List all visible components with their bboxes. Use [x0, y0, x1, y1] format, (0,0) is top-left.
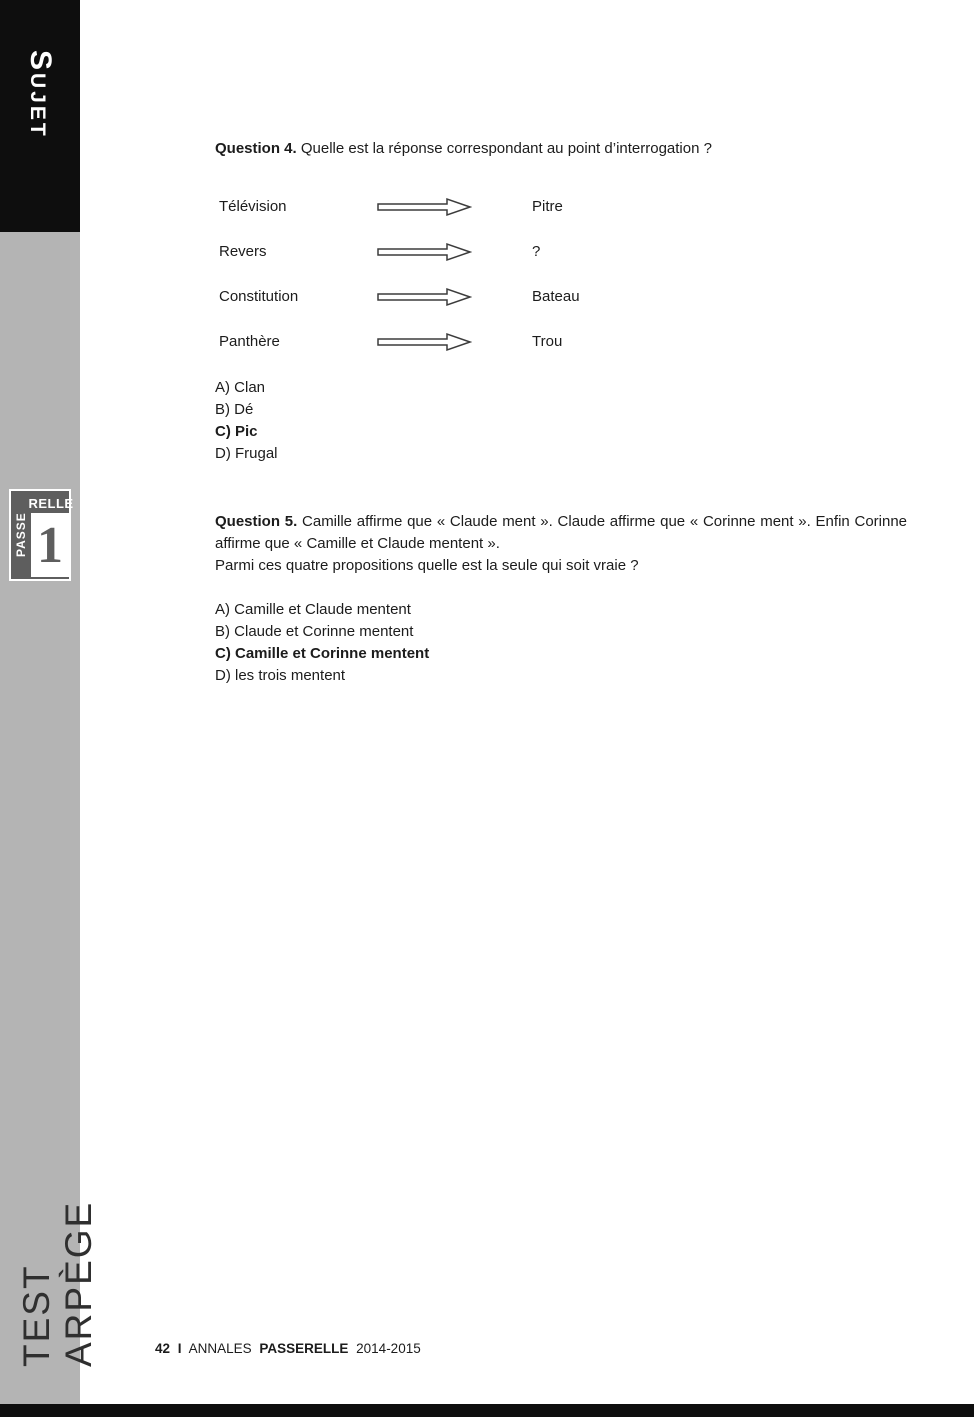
question5-heading	[215, 511, 907, 555]
question5-text-line2: Parmi ces quatre propositions quelle est la seule qui soit vraie ?	[215, 557, 639, 574]
matching-row	[215, 184, 907, 229]
left-sidebar	[0, 0, 99, 1417]
matching-row	[215, 229, 907, 274]
arrow-icon	[377, 241, 532, 263]
choice-c-answer: C) Camille et Corinne mentent	[215, 645, 430, 662]
arrow-icon	[377, 286, 532, 308]
footer-year: 2014-2015	[356, 1341, 421, 1356]
choice-c-answer: C) Pic	[215, 423, 258, 440]
page-number: 42	[155, 1341, 171, 1356]
choice-b: B) Claude et Corinne mentent	[215, 623, 414, 640]
question4-text: Quelle est la réponse correspondant au point d’interrogation ?	[300, 140, 712, 157]
page-content	[215, 138, 907, 687]
matching-exercise	[215, 184, 907, 364]
footer-annales: ANNALES	[188, 1341, 252, 1356]
question5-choices	[215, 599, 907, 687]
question4-choices	[215, 377, 907, 465]
question4-heading	[215, 138, 907, 160]
matching-row	[215, 319, 907, 364]
passerelle-logo	[9, 489, 74, 581]
matching-left-word: Panthère	[219, 332, 280, 350]
matching-left-word: Télévision	[219, 197, 287, 215]
question5-block	[215, 511, 907, 687]
question5-text: Camille affirme que « Claude ment ». Claude affirme que « Corinne ment ». Enfin Corinne affirme que « Camille et Claude mentent ».	[215, 513, 908, 552]
matching-row	[215, 274, 907, 319]
question5-label: Question 5.	[215, 513, 298, 530]
choice-d: D) les trois mentent	[215, 667, 346, 684]
matching-left-word: Revers	[219, 242, 267, 260]
footer-separator: I	[177, 1341, 182, 1356]
matching-right-word: ?	[532, 242, 541, 260]
logo-passe-text: PASSE	[14, 512, 28, 558]
footer-passerelle: PASSERELLE	[259, 1341, 349, 1356]
choice-a: A) Camille et Claude mentent	[215, 601, 411, 618]
arrow-icon	[377, 331, 532, 353]
matching-right-word: Pitre	[532, 197, 563, 215]
arrow-icon	[377, 196, 532, 218]
test-arpege-vertical-label: TEST ARPÈGE	[16, 1200, 99, 1367]
choice-b: B) Dé	[215, 401, 254, 418]
matching-right-word: Bateau	[532, 287, 580, 305]
choice-d: D) Frugal	[215, 445, 278, 462]
logo-number: 1	[31, 513, 69, 577]
logo-relle-text: RELLE	[28, 495, 74, 511]
sujet-vertical-label: Sujet	[24, 50, 57, 139]
matching-right-word: Trou	[532, 332, 563, 350]
choice-a: A) Clan	[215, 379, 266, 396]
question4-label: Question 4.	[215, 140, 297, 157]
page-footer	[155, 1341, 425, 1356]
bottom-black-bar	[0, 1404, 974, 1417]
sujet-header-box	[0, 0, 80, 232]
matching-left-word: Constitution	[219, 287, 299, 305]
